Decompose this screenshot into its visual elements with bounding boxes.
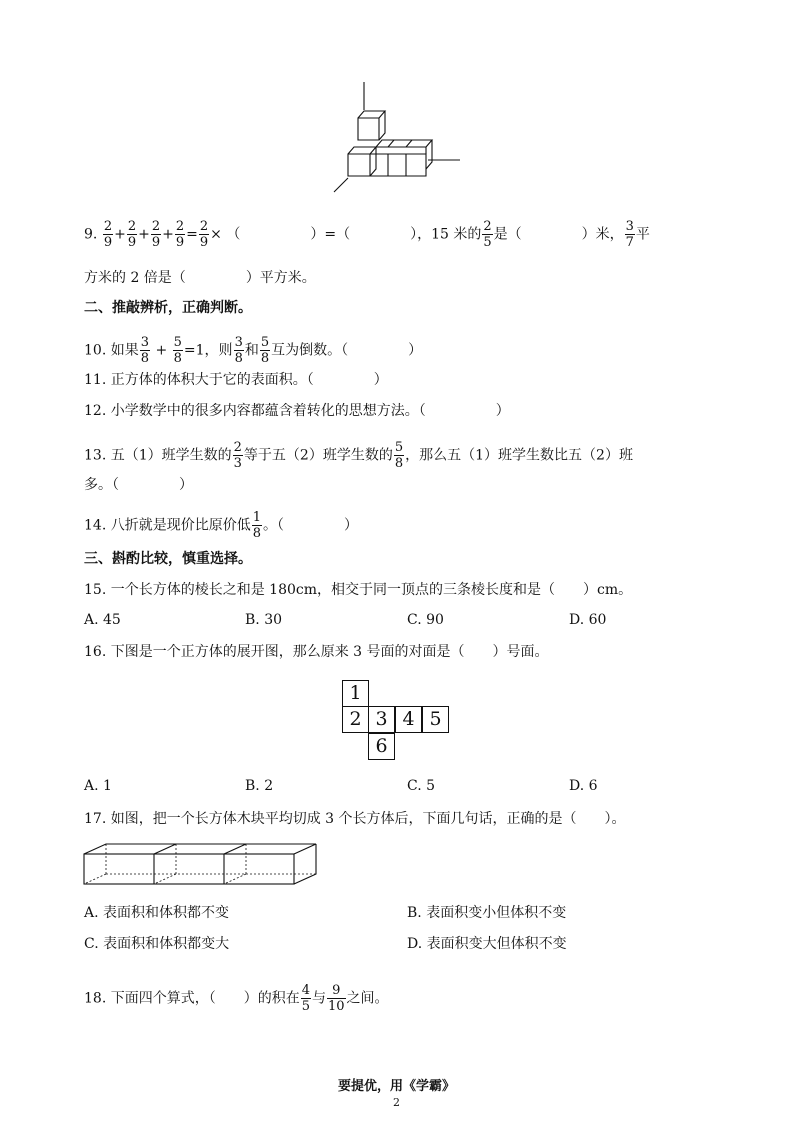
footer-slogan: 要提优，用《学霸》	[337, 1079, 455, 1094]
option-16-b[interactable]: B. 2	[245, 778, 274, 794]
option-15-a[interactable]: A. 45	[84, 612, 121, 628]
option-15-d[interactable]: D. 60	[569, 612, 607, 628]
net-face-5: 5	[422, 706, 449, 733]
net-face-1: 1	[342, 680, 369, 707]
option-17-d[interactable]: D. 表面积变大但体积不变	[407, 936, 567, 952]
blank-9c[interactable]: （	[507, 226, 522, 243]
net-face-6: 6	[368, 733, 395, 760]
question-14: 14. 八折就是现价比原价低 $\frac{1}{8}$ 。（ ）	[84, 510, 358, 541]
question-9-line2: 方米的 2 倍是（ ）平方米。	[84, 270, 316, 286]
question-17: 17. 如图，把一个长方体木块平均切成 3 个长方体后，下面几句话，正确的是（ ）。	[84, 811, 626, 827]
cube-stack-figure	[328, 80, 468, 198]
question-11: 11. 正方体的体积大于它的表面积。（ ）	[84, 372, 388, 388]
question-16: 16. 下图是一个正方体的展开图，那么原来 3 号面的对面是（ ）号面。	[84, 644, 549, 660]
question-10: 10. 如果 $\frac{3}{8}$ + $\frac{5}{8}$ =1，则 $\frac{3}{8}$ 和 $\frac{5}{8}$ 互为倒数。（ ）	[84, 335, 423, 366]
net-face-4: 4	[395, 706, 422, 733]
option-15-c[interactable]: C. 90	[407, 612, 444, 628]
question-9: 9. $\frac{2}{9}$ + $\frac{2}{9}$ + $\frac{2}{9}$ + $\frac{2}{9}$ = $\frac{2}{9}$ × （ ）=（ ），15 米的 $\frac{2}{5}$ 是（ ）米， $\frac{3}{7}$ 平	[84, 219, 650, 250]
question-18: 18. 下面四个算式，（ ）的积在 $\frac{4}{5}$ 与 $\frac{9}{10}$ 之间。	[84, 983, 389, 1014]
net-face-2: 2	[342, 706, 369, 733]
net-face-3: 3	[368, 706, 395, 733]
option-17-c[interactable]: C. 表面积和体积都变大	[84, 936, 230, 952]
option-16-c[interactable]: C. 5	[407, 778, 436, 794]
option-17-b[interactable]: B. 表面积变小但体积不变	[407, 905, 567, 921]
blank-9a[interactable]: （	[226, 226, 241, 243]
option-16-d[interactable]: D. 6	[569, 778, 598, 794]
cuboid-cut-figure	[82, 842, 322, 888]
option-17-a[interactable]: A. 表面积和体积都不变	[84, 905, 230, 921]
section-2-title: 二、推敲辨析，正确判断。	[84, 300, 252, 316]
section-3-title: 三、斟酌比较，慎重选择。	[84, 551, 252, 567]
fraction: $\frac{2}{9}$	[103, 219, 113, 250]
question-13: 13. 五（1）班学生数的 $\frac{2}{3}$ 等于五（2）班学生数的 $\frac{5}{8}$ ，那么五（1）班学生数比五（2）班	[84, 440, 633, 471]
question-12: 12. 小学数学中的很多内容都蕴含着转化的思想方法。（ ）	[84, 403, 510, 419]
option-15-b[interactable]: B. 30	[245, 612, 283, 628]
page-number: 2	[393, 1096, 400, 1109]
blank-9b[interactable]: （	[336, 226, 351, 243]
option-16-a[interactable]: A. 1	[84, 778, 112, 794]
question-13-line2: 多。（ ）	[84, 477, 193, 493]
question-15: 15. 一个长方体的棱长之和是 180cm，相交于同一顶点的三条棱长度和是（ ）cm。	[84, 582, 633, 598]
